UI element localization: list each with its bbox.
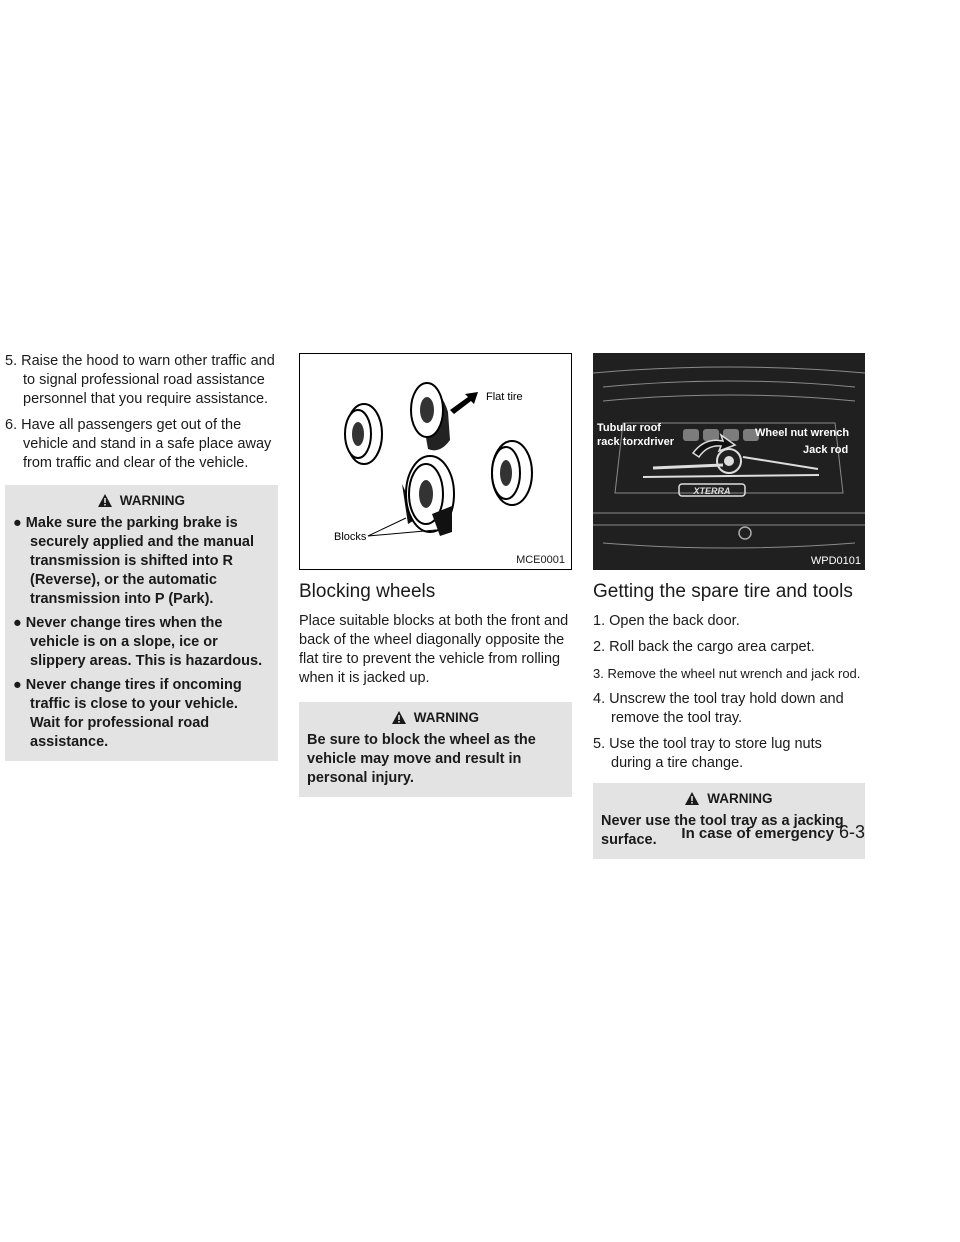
step-6: 6. Have all passengers get out of the vehicle and stand in a safe place away from traffic and clear of the vehicle.	[5, 417, 272, 471]
blocks-label: Blocks	[334, 531, 367, 543]
spare-tire-tools-figure	[593, 353, 865, 570]
section-heading: Getting the spare tire and tools	[593, 581, 853, 602]
middle-column	[299, 353, 572, 797]
warning-text: Be sure to block the wheel as the vehicle may move and result in personal injury.	[307, 732, 536, 786]
flat-tire-label: Flat tire	[486, 391, 523, 403]
warning-box	[593, 783, 865, 859]
warning-item: ● Never change tires if oncoming traffic is close to your vehicle. Wait for professional road assistance.	[13, 677, 242, 750]
page-footer	[681, 822, 865, 843]
warning-triangle-icon	[98, 494, 112, 507]
tire-right	[492, 441, 532, 505]
warning-triangle-icon	[392, 711, 406, 724]
bullet-icon: ●	[13, 677, 22, 693]
bullet-icon: ●	[13, 615, 22, 631]
torxdriver-label: rack torxdriver	[597, 436, 675, 448]
warning-header: WARNING	[601, 791, 857, 806]
warning-header: WARNING	[13, 493, 270, 508]
blocked-tire	[402, 456, 454, 536]
step-5: 5. Use the tool tray to store lug nuts during a tire change.	[593, 736, 822, 771]
bullet-icon: ●	[13, 515, 22, 531]
blocking-wheels-figure	[299, 353, 572, 570]
cargo-area-illustration	[593, 353, 865, 570]
warning-item: ● Never change tires when the vehicle is on a slope, ice or slippery areas. This is hazardous.	[13, 615, 263, 669]
page-number: 6-3	[838, 822, 865, 842]
right-column	[593, 353, 865, 859]
section-name: In case of emergency	[681, 825, 834, 842]
flat-tire	[411, 383, 450, 450]
wheel-nut-wrench-label: Wheel nut wrench	[755, 427, 850, 439]
warning-item: ● Make sure the parking brake is securely applied and the manual transmission is shifted into R (Reverse), or the automatic transmission into P (Park).	[13, 515, 255, 607]
left-column	[5, 352, 278, 761]
warning-box	[299, 702, 572, 797]
jack-rod-label: Jack rod	[803, 444, 849, 456]
section-heading: Blocking wheels	[299, 581, 436, 602]
tubular-roof-label: Tubular roof	[597, 422, 661, 434]
xterra-badge: XTERRA	[693, 486, 731, 496]
warning-text: Never use the tool tray as a jacking surface.	[601, 813, 844, 848]
step-3: 3. Remove the wheel nut wrench and jack rod.	[593, 666, 861, 681]
tire-left	[345, 404, 382, 464]
warning-box	[5, 485, 278, 761]
step-5: 5. Raise the hood to warn other traffic and to signal professional road assistance personnel that you require assistance.	[5, 353, 275, 407]
step-1: 1. Open the back door.	[593, 613, 740, 629]
warning-triangle-icon	[685, 792, 699, 805]
flat-tire-arrow-icon	[450, 392, 478, 414]
figure-code: WPD0101	[810, 555, 861, 567]
tire-blocks-illustration	[300, 354, 571, 569]
figure-code: MCE0001	[516, 554, 565, 566]
warning-header: WARNING	[307, 710, 564, 725]
step-2: 2. Roll back the cargo area carpet.	[593, 639, 815, 655]
step-4: 4. Unscrew the tool tray hold down and remove the tool tray.	[593, 691, 844, 726]
body-text: Place suitable blocks at both the front and back of the wheel diagonally opposite the flat tire to prevent the vehicle from rolling when it is jacked up.	[299, 613, 569, 686]
